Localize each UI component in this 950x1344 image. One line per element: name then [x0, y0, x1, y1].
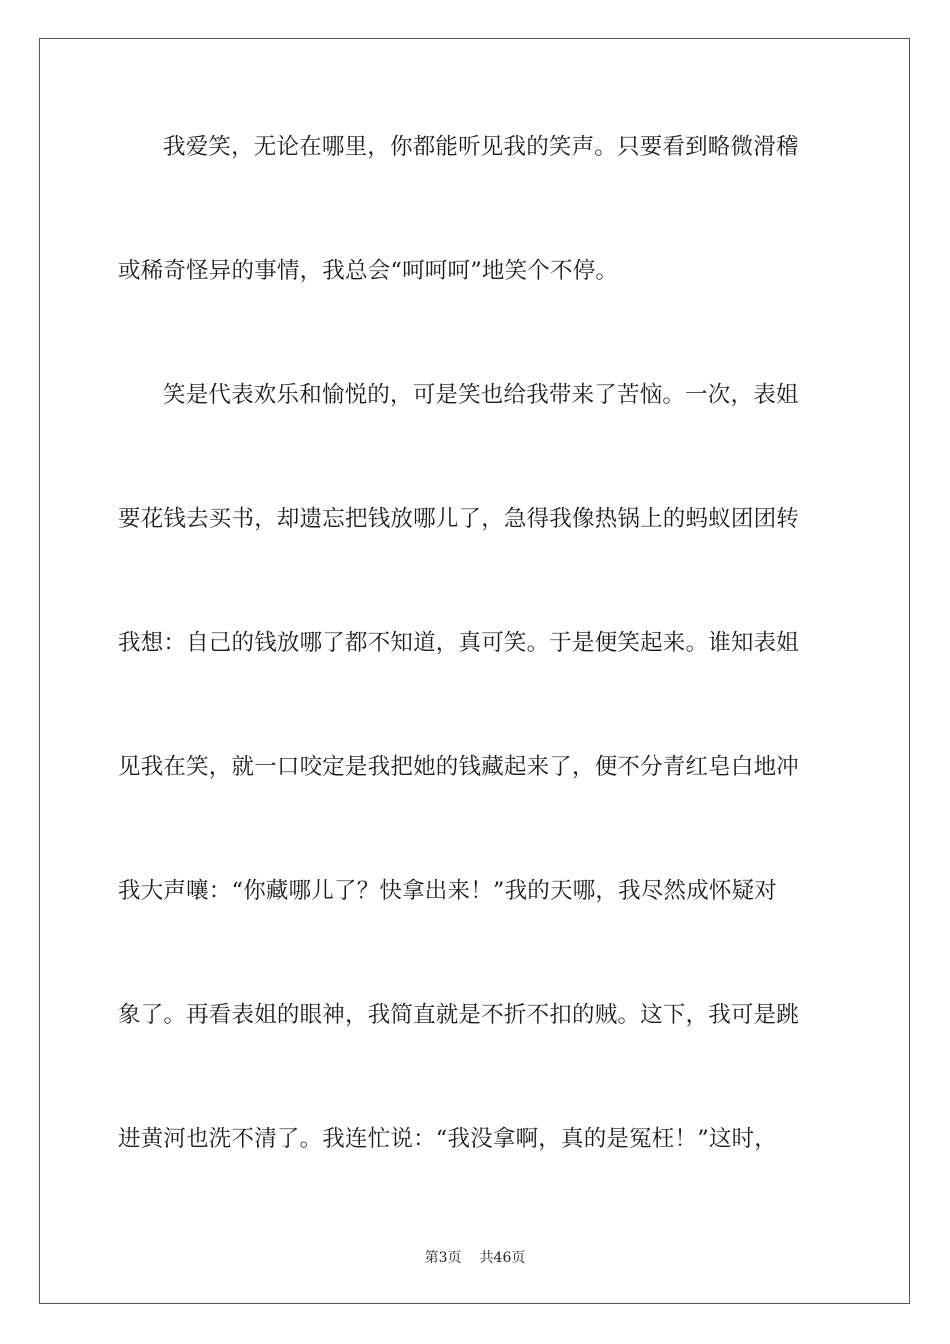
page-footer: [0, 1247, 950, 1267]
text-line: 笑是代表欢乐和愉悦的，可是笑也给我带来了苦恼。一次，表姐: [163, 382, 799, 408]
page-border: [39, 38, 910, 1304]
text-line: 我爱笑，无论在哪里，你都能听见我的笑声。只要看到略微滑稽: [163, 134, 799, 160]
text-line: 我大声嚷：“你藏哪儿了？快拿出来！”我的天哪，我尽然成怀疑对: [118, 878, 778, 904]
text-line: 或稀奇怪异的事情，我总会“呵呵呵”地笑个不停。: [118, 258, 619, 284]
page-number: 第3页: [424, 1250, 462, 1266]
text-line: 进黄河也洗不清了。我连忙说：“我没拿啊，真的是冤枉！”这时，: [118, 1126, 778, 1152]
text-line: 见我在笑，就一口咬定是我把她的钱藏起来了，便不分青红皂白地冲: [118, 754, 800, 780]
page-total: 共46页: [479, 1250, 526, 1266]
text-line: 象了。再看表姐的眼神，我简直就是不折不扣的贼。这下，我可是跳: [118, 1002, 800, 1028]
text-line: 要花钱去买书，却遗忘把钱放哪儿了，急得我像热锅上的蚂蚁团团转: [118, 506, 800, 532]
text-line: 我想：自己的钱放哪了都不知道，真可笑。于是便笑起来。谁知表姐: [118, 630, 800, 656]
